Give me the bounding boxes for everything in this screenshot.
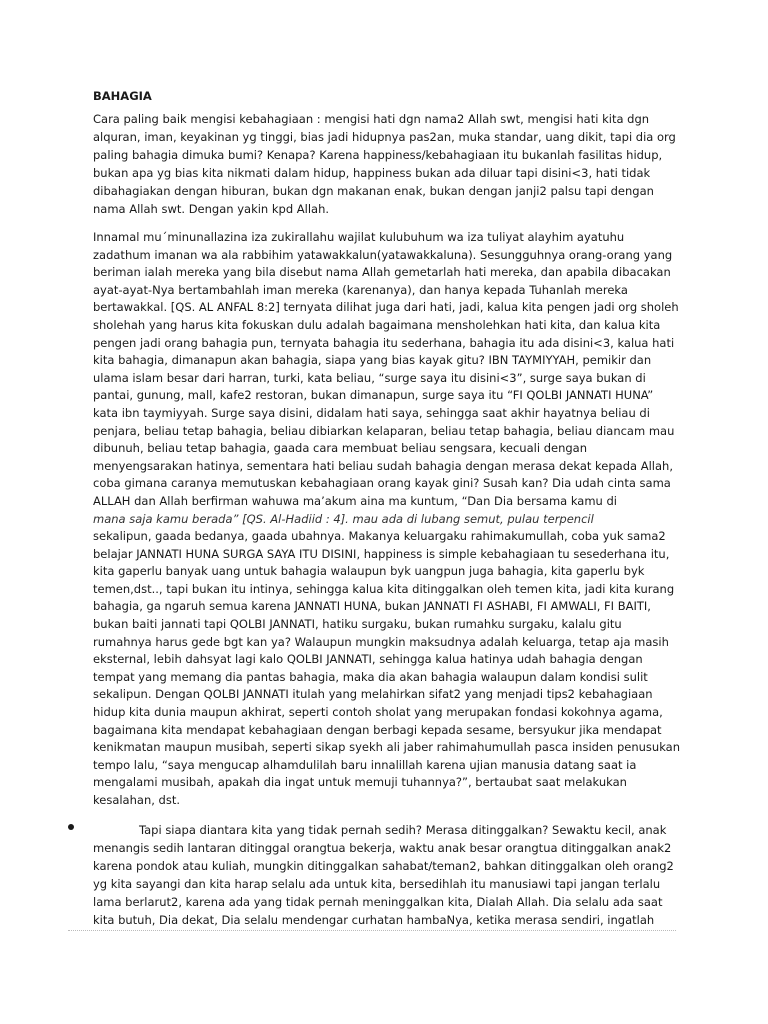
text-line: bahagia, ga ngaruh semua karena JANNATI HUNA, bukan JANNATI FI ASHABI, FI AMWALI, FI BAITI,	[93, 599, 651, 614]
text-line: Innamal mu´minunallazina iza zukirallahu wajilat kulubuhum wa iza tuliyat alayhim ayatuhu	[93, 230, 625, 244]
text-line: bagaimana kita mendapat kebahagiaan dengan berbagi kepada sesame, bersyukur jika mendapat	[93, 722, 662, 737]
bullet-icon	[68, 824, 74, 830]
text-line: rumahnya harus gede bgt kan ya? Walaupun mungkin maksudnya adalah keluarga, tetap aja masih	[93, 634, 669, 649]
text-line: bukan apa yg bias kita nikmati dalam hidup, happiness bukan ada diluar tapi disini<3, hati tidak	[93, 166, 651, 181]
text-line: menangis sedih lantaran ditinggal orangtua bekerja, waktu anak besar orangtua ditinggalkan anak2	[93, 841, 672, 856]
text-line: menyengsarakan hatinya, sementara hati beliau sudah bahagia dengan merasa dekat kepada Allah,	[93, 458, 673, 473]
text-line: kesalahan, dst.	[93, 793, 180, 807]
document-title: BAHAGIA	[93, 89, 152, 103]
paragraph-intro	[93, 110, 693, 219]
text-line: kita bahagia, dimanapun akan bahagia, siapa yang bias kayak gitu? IBN TAYMIYYAH, pemikir dan	[93, 353, 652, 368]
text-line: bukan baiti jannati tapi QOLBI JANNATI, hatiku surgaku, bukan rumahku surgaku, kalalu gitu	[93, 617, 622, 632]
text-line: lama berlarut2, karena ada yang tidak pernah meninggalkan kita, Dialah Allah. Dia selalu ada saat	[93, 895, 663, 910]
paragraph-main	[93, 229, 693, 810]
text-line: sholehah yang harus kita fokuskan dulu adalah bagaimana mensholehkan hati kita, dan kalua kita	[93, 317, 661, 332]
text-line: eksternal, lebih dahsyat lagi kalo QOLBI JANNATI, sehingga kalua hatinya udah bahagia dengan	[93, 652, 643, 667]
text-line: mengalami musibah, apakah dia ingat untuk memuji tuhannya?”, bertaubat saat melakukan	[93, 775, 627, 790]
text-line: tempo lalu, “saya mengucap alhamdulilah baru innalillah karena ujian manusia datang saat ia	[93, 757, 637, 772]
text-line: tempat yang memang dia pantas bahagia, maka dia akan bahagia walaupun dalam kondisi sulit	[93, 669, 648, 684]
text-line: alquran, iman, keyakinan yg tinggi, bias jadi hidupnya pas2an, muka standar, uang dikit, tapi dia org	[93, 130, 676, 145]
text-line: dibahagiakan dengan hiburan, bukan dgn makanan enak, bukan dengan janji2 palsu tapi dengan	[93, 184, 654, 199]
text-line: yg kita sayangi dan kita harap selalu ada untuk kita, bersedihlah itu manusiawi tapi jangan terlalu	[93, 877, 661, 892]
text-line: kenikmatan maupun musibah, seperti sikap syekh ali jaber rahimahumullah pasca insiden penusukan	[93, 740, 680, 755]
text-line: dibunuh, beliau tetap bahagia, gaada cara membuat beliau sengsara, kecuali dengan	[93, 441, 587, 456]
text-line: pengen jadi orang bahagia pun, ternyata bahagia itu sederhana, bahagia itu ada disini<3, kalua hati	[93, 335, 675, 350]
text-line: bertawakkal. [QS. AL ANFAL 8:2] ternyata dilihat juga dari hati, jadi, kalua kita pengen jadi org sholeh	[93, 300, 679, 315]
text-line: Cara paling baik mengisi kebahagiaan : mengisi hati dgn nama2 Allah swt, mengisi hati kita dgn	[93, 112, 650, 126]
page-divider	[68, 930, 676, 931]
text-line: sekalipun. Dengan QOLBI JANNATI itulah yang melahirkan sifat2 yang menjadi tips2 kebahagiaan	[93, 687, 653, 702]
text-line: karena pondok atau kuliah, mungkin ditinggalkan sahabat/teman2, bahkan ditinggalkan oleh orang2	[93, 859, 674, 874]
text-line: ALLAH dan Allah berfirman wahuwa ma’akum aina ma kuntum, “Dan Dia bersama kamu di	[93, 493, 617, 508]
text-line: hidup kita dunia maupun akhirat, seperti contoh sholat yang merupakan fondasi kokohnya agama,	[93, 705, 663, 720]
text-line: belajar JANNATI HUNA SURGA SAYA ITU DISINI, happiness is simple kebahagiaan tu sesederhana itu,	[93, 546, 670, 561]
text-line: sekalipun, gaada bedanya, gaada ubahnya. Makanya keluargaku rahimakumullah, coba yuk sama2	[93, 529, 666, 544]
text-line: pantai, gunung, mall, kafe2 restoran, bukan dimanapun, surge saya itu “FI QOLBI JANNATI HUNA”	[93, 388, 654, 403]
text-line: coba gimana caranya memutuskan kebahagiaan orang kayak gini? Susah kan? Dia udah cinta sama	[93, 476, 671, 491]
text-line: ulama islam besar dari harran, turki, kata beliau, “surge saya itu disini<3”, surge saya bukan di	[93, 370, 646, 385]
text-line: nama Allah swt. Dengan yakin kpd Allah.	[93, 202, 330, 217]
text-line: temen,dst.., tapi bukan itu intinya, sehingga kalua kita ditinggalkan oleh temen kita, jadi kita kurang	[93, 581, 675, 596]
text-line: kita butuh, Dia dekat, Dia selalu mendengar curhatan hambaNya, ketika merasa sendiri, ingatlah	[93, 913, 655, 928]
text-line: kata ibn taymiyyah. Surge saya disini, didalam hati saya, sehingga saat akhir hayatnya beliau di	[93, 405, 650, 420]
text-line: mana saja kamu berada” [QS. Al-Hadiid : 4]. mau ada di lubang semut, pulau terpencil	[93, 511, 594, 526]
text-line: beriman ialah mereka yang bila disebut nama Allah gemetarlah hati mereka, dan apabila dibacakan	[93, 265, 671, 280]
text-line: zadathum imanan wa ala rabbihim yatawakkalun(yatawakkaluna). Sesungguhnya orang-orang yang	[93, 247, 673, 262]
text-line: penjara, beliau tetap bahagia, beliau dibiarkan kelaparan, beliau tetap bahagia, beliau diancam mau	[93, 423, 675, 438]
paragraph-bullet	[93, 821, 693, 930]
text-line: Tapi siapa diantara kita yang tidak pernah sedih? Merasa ditinggalkan? Sewaktu kecil, anak	[139, 823, 667, 837]
text-line: paling bahagia dimuka bumi? Kenapa? Karena happiness/kebahagiaan itu bukanlah fasilitas hidup,	[93, 148, 663, 163]
text-line: ayat-ayat-Nya bertambahlah iman mereka (karenanya), dan hanya kepada Tuhanlah mereka	[93, 282, 628, 297]
text-line: kita gaperlu banyak uang untuk bahagia walaupun byk uangpun juga bahagia, kita gaperlu byk	[93, 564, 645, 579]
